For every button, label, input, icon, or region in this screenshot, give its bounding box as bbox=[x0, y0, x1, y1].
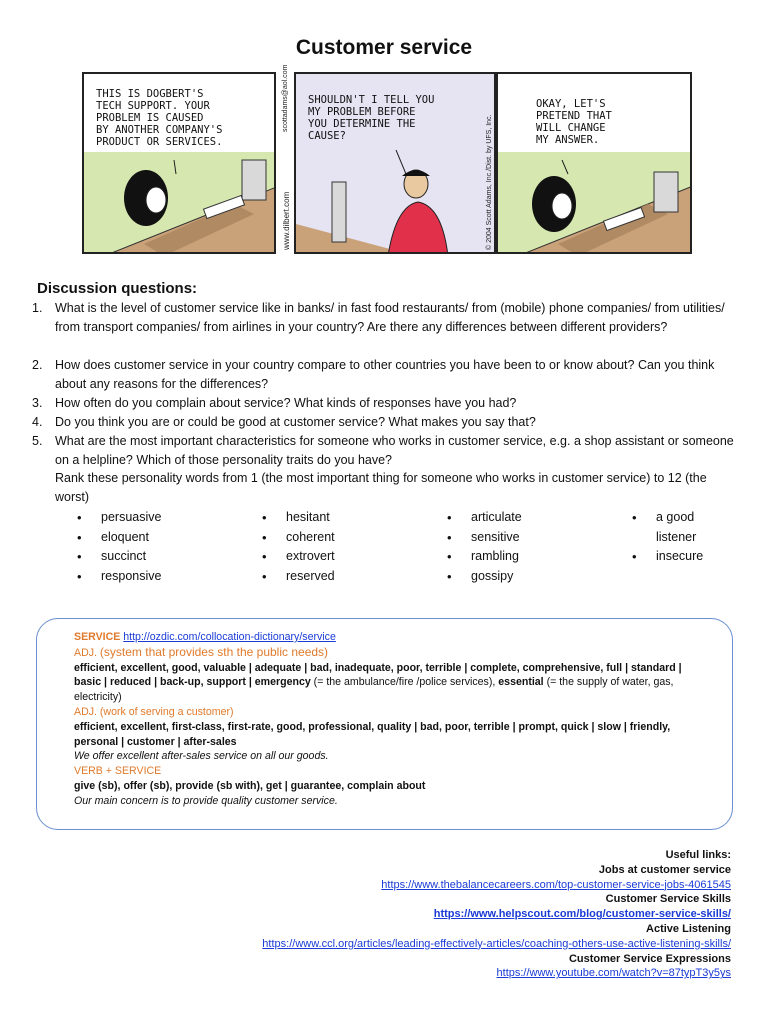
link-label-listening: Active Listening bbox=[646, 922, 731, 935]
comic-panel-2-speech: SHOULDN'T I TELL YOU MY PROBLEM BEFORE YOU DETERMINE THE CAUSE? bbox=[308, 94, 435, 142]
link-label-skills: Customer Service Skills bbox=[605, 893, 731, 906]
service-head: SERVICE bbox=[74, 631, 121, 643]
link-skills[interactable]: https://www.helpscout.com/blog/customer-service-skills/ bbox=[433, 908, 731, 921]
adj2-words: efficient, excellent, first-class, first-rate, good, professional, quality | bad, poor, terrible | prompt, quick | slow | friendly, personal | customer | after-sales bbox=[74, 720, 671, 748]
word-column-1 bbox=[77, 508, 161, 586]
useful-links bbox=[262, 848, 731, 981]
word-item: • extrovert bbox=[262, 547, 335, 567]
word-item: • coherent bbox=[262, 528, 335, 548]
adj2-label: ADJ. (work of serving a customer) bbox=[74, 705, 234, 718]
comic-panel-1 bbox=[82, 72, 276, 254]
word-column-2 bbox=[262, 508, 335, 586]
word-item: • persuasive bbox=[77, 508, 161, 528]
word-item: • sensitive bbox=[447, 528, 522, 548]
word-column-4 bbox=[632, 508, 722, 567]
comic-panel-1-drawing bbox=[84, 74, 276, 254]
useful-links-heading: Useful links: bbox=[665, 849, 731, 861]
word-item: • hesitant bbox=[262, 508, 335, 528]
word-item: • articulate bbox=[447, 508, 522, 528]
question-number: 2. bbox=[32, 358, 43, 372]
question-number: 4. bbox=[32, 415, 43, 429]
question-number: 1. bbox=[32, 301, 43, 315]
adj1-tail1: (= the ambulance/fire /police services), bbox=[310, 676, 499, 689]
word-item: • gossipy bbox=[447, 567, 522, 587]
link-label-jobs: Jobs at customer service bbox=[598, 863, 731, 876]
word-item: • succinct bbox=[77, 547, 161, 567]
question-text: What is the level of customer service like in banks/ in fast food restaurants/ from (mobile) phone companies/ from utilities/ from transport companies/ from airlines in your country? Are there any differences between different providers? bbox=[55, 301, 725, 334]
comic-credit-website: www.dilbert.com bbox=[282, 191, 291, 250]
adj1-essential: essential bbox=[498, 676, 544, 689]
comic-panel-3 bbox=[496, 72, 692, 254]
adj1-note: (system that provides sth the public needs) bbox=[99, 644, 329, 659]
adj1-tail2: (= the supply of water, gas, electricity) bbox=[74, 676, 674, 704]
verb-label: VERB + SERVICE bbox=[74, 765, 162, 778]
link-listening[interactable]: https://www.ccl.org/articles/leading-effectively-articles/coaching-others-use-active-listening-skills/ bbox=[262, 937, 731, 950]
question-text: What are the most important characteristics for someone who works in customer service, e.g. a shop assistant or someone on a helpline? Which of those personality traits do you have? bbox=[55, 434, 734, 467]
word-item: • a good listener bbox=[632, 508, 722, 547]
service-collocation-content bbox=[74, 630, 694, 809]
comic-panel-2-drawing bbox=[296, 74, 496, 254]
question-number: 3. bbox=[32, 396, 43, 410]
dilbert-comic-strip bbox=[82, 64, 496, 254]
question-number: 5. bbox=[32, 434, 43, 448]
question-text: How often do you complain about service? What kinds of responses have you had? bbox=[55, 396, 517, 410]
word-item: • responsive bbox=[77, 567, 161, 587]
example-sentence-1: We offer excellent after-sales service on all our goods. bbox=[74, 750, 329, 763]
rank-text: Rank these personality words from 1 (the most important thing for someone who works in customer service) to 12 (the worst) bbox=[55, 471, 707, 504]
word-column-3 bbox=[447, 508, 522, 586]
page-title: Customer service bbox=[295, 36, 473, 59]
comic-panel-3-speech: OKAY, LET'S PRETEND THAT WILL CHANGE MY ANSWER. bbox=[536, 98, 612, 146]
word-item: • eloquent bbox=[77, 528, 161, 548]
link-expressions[interactable]: https://www.youtube.com/watch?v=87typT3y5ys bbox=[496, 967, 731, 980]
comic-panel-2 bbox=[294, 72, 496, 254]
comic-credit-copyright: © 2004 Scott Adams, Inc./Dist. by UFS, Inc. bbox=[486, 114, 493, 250]
verb-words: give (sb), offer (sb), provide (sb with), get | guarantee, complain about bbox=[74, 779, 426, 792]
word-item: • rambling bbox=[447, 547, 522, 567]
question-text: How does customer service in your country compare to other countries you have been to or know about? Can you think about any reasons for the differences? bbox=[55, 358, 715, 391]
link-jobs[interactable]: https://www.thebalancecareers.com/top-customer-service-jobs-4061545 bbox=[381, 878, 731, 891]
adj1-label: ADJ. bbox=[74, 646, 97, 659]
example-sentence-2: Our main concern is to provide quality customer service. bbox=[74, 794, 338, 807]
comic-panel-3-drawing bbox=[498, 74, 692, 254]
discussion-heading: Discussion questions: bbox=[37, 280, 198, 297]
comic-panel-1-speech: THIS IS DOGBERT'S TECH SUPPORT. YOUR PROBLEM IS CAUSED BY ANOTHER COMPANY'S PRODUCT OR SERVICES. bbox=[96, 88, 223, 148]
adj1-words: efficient, excellent, good, valuable | adequate | bad, inadequate, poor, terrible | complete, comprehensive, full | standard | basic | reduced | back-up, support | emergency bbox=[74, 661, 682, 689]
ozdic-link[interactable]: http://ozdic.com/collocation-dictionary/service bbox=[123, 631, 336, 643]
link-label-expressions: Customer Service Expressions bbox=[568, 952, 731, 965]
question-text: Do you think you are or could be good at customer service? What makes you say that? bbox=[55, 415, 536, 429]
comic-credit-email: scottadams@aol.com bbox=[282, 64, 289, 132]
word-item: • reserved bbox=[262, 567, 335, 587]
word-item: • insecure bbox=[632, 547, 722, 567]
